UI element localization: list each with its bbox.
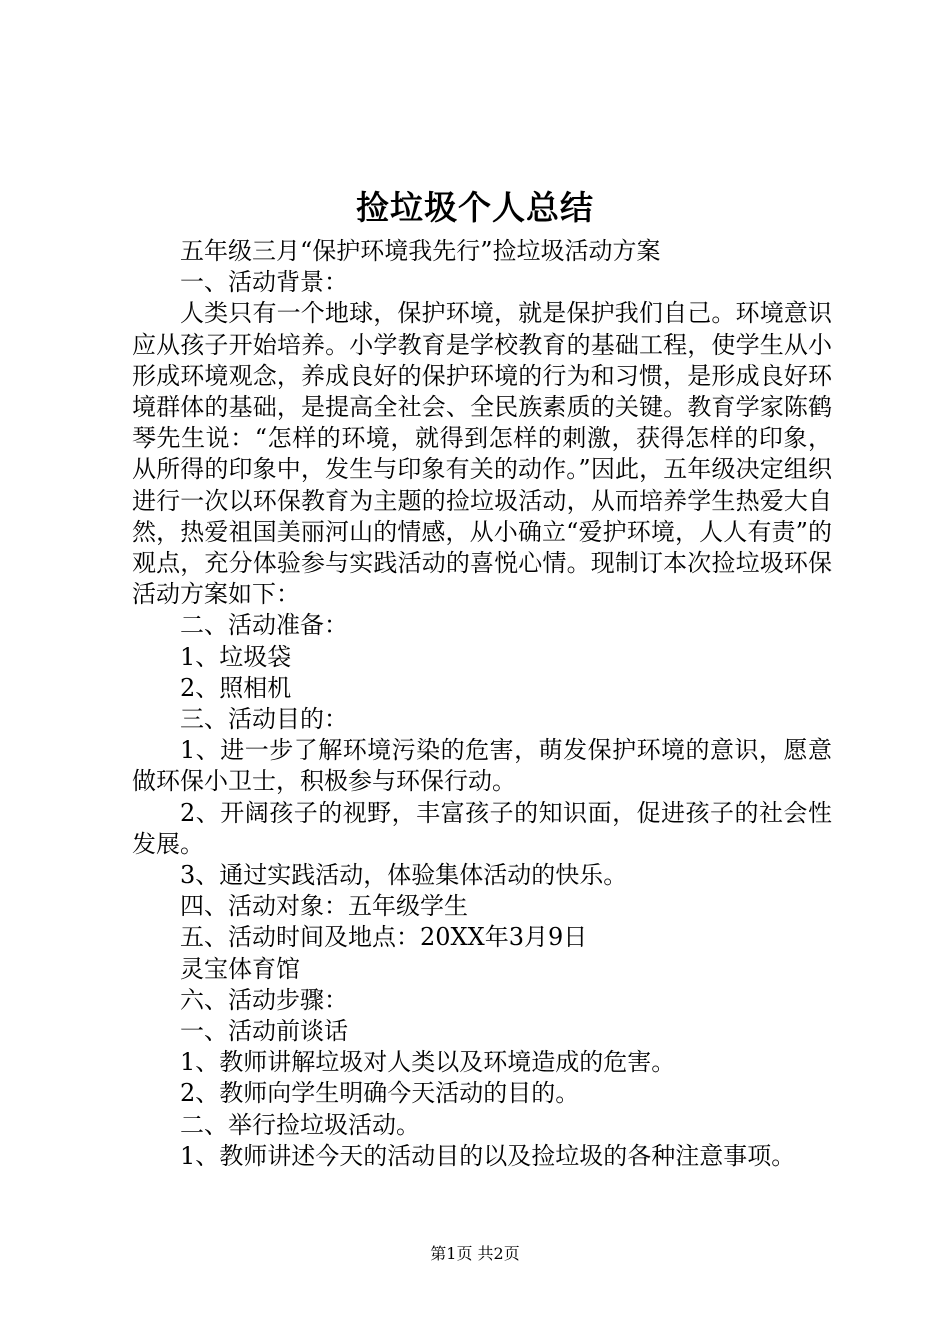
page-footer: 第1页 共2页 (430, 1244, 520, 1263)
paragraph: 一、活动前谈话 (180, 1017, 348, 1046)
paragraph: 2、教师向学生明确今天活动的目的。 (180, 1079, 580, 1108)
paragraph: 1、进一步了解环境污染的危害，萌发保护环境的意识，愿意做环保小卫士，积极参与环保行动。 (132, 736, 832, 796)
document-body (132, 236, 832, 1172)
paragraph: 1、垃圾袋 (180, 642, 292, 671)
paragraph: 2、开阔孩子的视野，丰富孩子的知识面，促进孩子的社会性发展。 (132, 798, 832, 858)
paragraph: 人类只有一个地球，保护环境，就是保护我们自己。环境意识应从孩子开始培养。小学教育是学校教育的基础工程，使学生从小形成环境观念，养成良好的保护环境的行为和习惯，是形成良好环境群体的基础，是提高全社会、全民族素质的关键。教育学家陈鹤琴先生说：“怎样的环境，就得到怎样的刺激，获得怎样的印象，从所得的印象中，发生与印象有关的动作。”因此，五年级决定组织进行一次以环保教育为主题的捡垃圾活动，从而培养学生热爱大自然，热爱祖国美丽河山的情感，从小确立“爱护环境，人人有责”的观点，充分体验参与实践活动的喜悦心情。现制订本次捡垃圾环保活动方案如下： (132, 299, 832, 609)
paragraph: 三、活动目的： (180, 705, 348, 734)
document-title: 捡垃圾个人总结 (356, 188, 594, 227)
paragraph: 二、举行捡垃圾活动。 (180, 1110, 420, 1139)
paragraph: 灵宝体育馆 (180, 954, 300, 983)
paragraph: 一、活动背景： (180, 268, 348, 297)
paragraph: 六、活动步骤： (180, 985, 348, 1014)
paragraph: 五、活动时间及地点：20XX年3月9日 (180, 923, 588, 952)
paragraph: 1、教师讲述今天的活动目的以及捡垃圾的各种注意事项。 (180, 1141, 796, 1170)
paragraph: 五年级三月“保护环境我先行”捡垃圾活动方案 (180, 237, 661, 265)
paragraph: 二、活动准备： (180, 611, 348, 640)
paragraph: 3、通过实践活动，体验集体活动的快乐。 (180, 861, 628, 890)
paragraph: 2、照相机 (180, 673, 292, 702)
paragraph: 四、活动对象：五年级学生 (180, 892, 468, 921)
paragraph: 1、教师讲解垃圾对人类以及环境造成的危害。 (180, 1048, 676, 1077)
